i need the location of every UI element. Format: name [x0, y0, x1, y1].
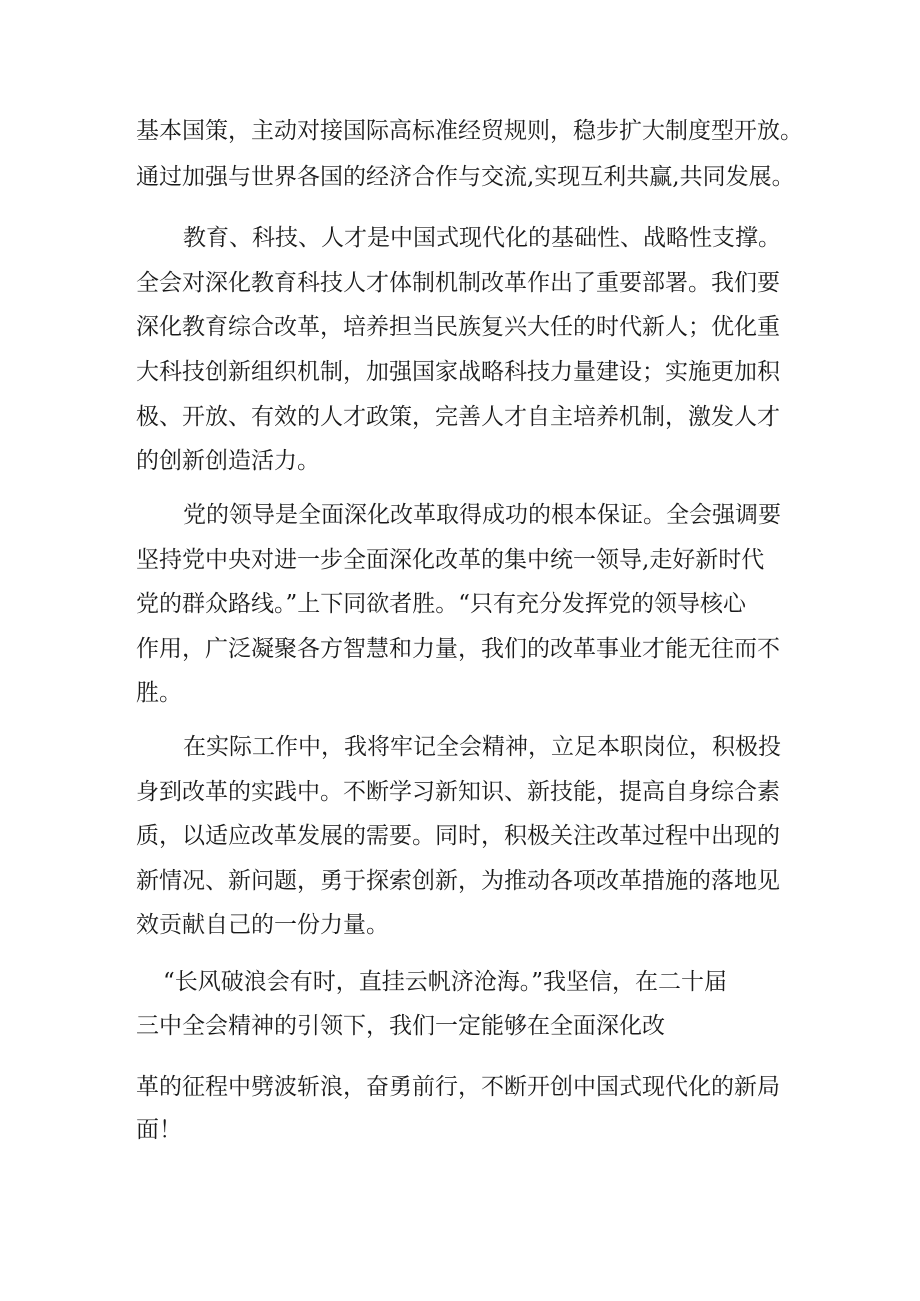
text-line: 深化教育综合改革，培养担当民族复兴大任的时代新人；优化重 [136, 314, 780, 340]
text-line: 全会对深化教育科技人才体制机制改革作出了重要部署。我们要 [136, 270, 780, 296]
text-line: 党的领导是全面深化改革取得成功的根本保证。全会强调要 [183, 502, 781, 528]
text-line: 在实际工作中，我将牢记全会精神，立足本职岗位，积极投 [183, 734, 781, 760]
text-line: 极、开放、有效的人才政策，完善人才自主培养机制，激发人才 [136, 404, 780, 430]
text-line: 效贡献自己的一份力量。 [136, 912, 389, 938]
text-line: 质，以适应改革发展的需要。同时，积极关注改革过程中出现的 [136, 823, 780, 849]
text-line: 教育、科技、人才是中国式现代化的基础性、战略性支撑。 [183, 225, 781, 251]
text-line: 大科技创新组织机制，加强国家战略科技力量建设；实施更加积 [136, 359, 780, 385]
text-line: 作用，广泛凝聚各方智慧和力量，我们的改革事业才能无往而不 [136, 636, 780, 662]
text-line: 坚持党中央对进一步全面深化改革的集中统一领导,走好新时代 [136, 547, 765, 573]
text-line: “长风破浪会有时，直挂云帆济沧海。”我坚信，在二十届 [163, 969, 728, 995]
text-line: 新情况、新问题，勇于探索创新，为推动各项改革措施的落地见 [136, 868, 780, 894]
text-line: 党的群众路线。”上下同欲者胜。“只有充分发挥党的领导核心 [136, 591, 747, 617]
text-line: 胜。 [136, 680, 182, 706]
text-line: 三中全会精神的引领下，我们一定能够在全面深化改 [136, 1013, 665, 1039]
text-line: 的创新创造活力。 [136, 448, 320, 474]
text-line: 面！ [136, 1117, 182, 1143]
text-line: 通过加强与世界各国的经济合作与交流,实现互利共赢,共同发展。 [136, 164, 795, 190]
text-line: 身到改革的实践中。不断学习新知识、新技能，提高自身综合素 [136, 779, 780, 805]
text-line: 基本国策，主动对接国际高标准经贸规则，稳步扩大制度型开放。 [136, 118, 803, 144]
text-line: 革的征程中劈波斩浪，奋勇前行，不断开创中国式现代化的新局 [136, 1074, 780, 1100]
